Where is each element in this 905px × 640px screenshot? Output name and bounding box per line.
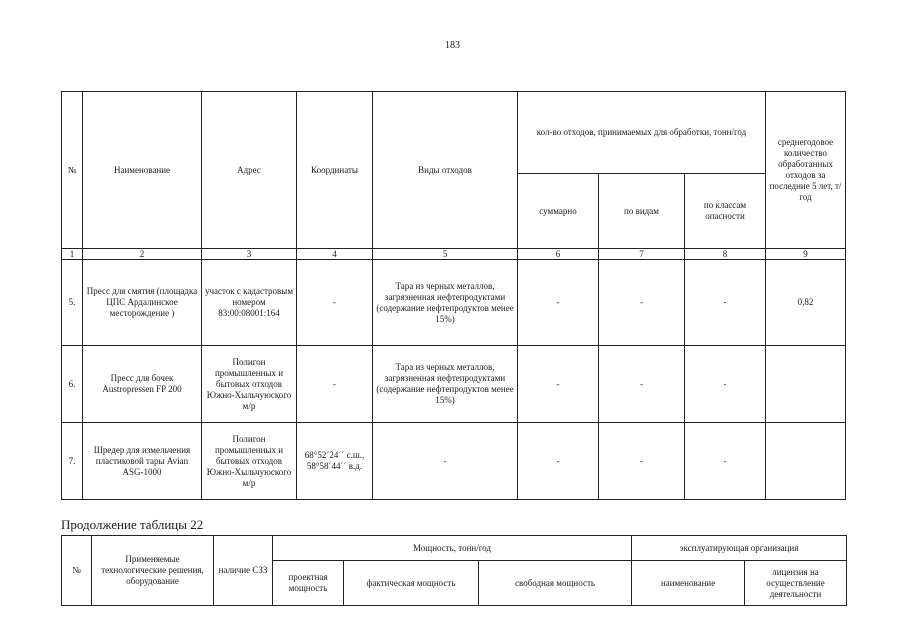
cont-header-technology: Применяемые технологические решения, оборудование — [92, 536, 214, 606]
continuation-table — [61, 535, 847, 606]
column-number: 1 — [62, 249, 83, 260]
facility-waste-types: - — [373, 423, 518, 500]
table-row — [62, 260, 846, 346]
page-number: 183 — [445, 40, 460, 51]
header-by-type: по видам — [599, 174, 685, 249]
facility-coordinates: 68°52´24´´ с.ш., 58°58´44´´ в.д. — [297, 423, 373, 500]
column-number: 4 — [297, 249, 373, 260]
cont-header-num: № — [62, 536, 92, 606]
header-total: суммарно — [518, 174, 599, 249]
cont-header-capacity: Мощность, тонн/год — [273, 536, 632, 561]
header-by-hazard-class: по классам опасности — [685, 174, 766, 249]
facility-by-type: - — [599, 260, 685, 346]
facility-address: Полигон промышленных и бытовых отходов Южно-Хыльчуюского м/р — [202, 423, 297, 500]
cont-header-design-capacity: проектная мощность — [273, 561, 344, 606]
facility-address: участок с кадастровым номером 83:00:08001:164 — [202, 260, 297, 346]
row-number: 5. — [62, 260, 83, 346]
facility-waste-types: Тара из черных металлов, загрязненная нефтепродуктами (содержание нефтепродуктов менее 15%) — [373, 346, 518, 423]
header-name: Наименование — [83, 92, 202, 249]
row-number: 7. — [62, 423, 83, 500]
header-address: Адрес — [202, 92, 297, 249]
column-number: 8 — [685, 249, 766, 260]
facility-total: - — [518, 423, 599, 500]
facility-address: Полигон промышленных и бытовых отходов Южно-Хыльчуюского м/р — [202, 346, 297, 423]
continuation-caption: Продолжение таблицы 22 — [61, 517, 204, 532]
facility-name: Пресс для смятия (площадка ЦПС Ардалинское месторождение ) — [83, 260, 202, 346]
facility-name: Пресс для бочек Austropressen FP 200 — [83, 346, 202, 423]
facility-name: Шредер для измельчения пластиковой тары Avian ASG-1000 — [83, 423, 202, 500]
facility-waste-types: Тара из черных металлов, загрязненная нефтепродуктами (содержание нефтепродуктов менее 15%) — [373, 260, 518, 346]
header-waste-quantity: кол-во отходов, принимаемых для обработки, тонн/год — [518, 92, 766, 174]
facility-total: - — [518, 346, 599, 423]
column-number: 2 — [83, 249, 202, 260]
facility-total: - — [518, 260, 599, 346]
column-number: 5 — [373, 249, 518, 260]
header-waste-types: Виды отходов — [373, 92, 518, 249]
cont-header-actual-capacity: фактическая мощность — [344, 561, 479, 606]
column-number: 6 — [518, 249, 599, 260]
cont-header-operator-name: наименование — [632, 561, 745, 606]
header-num: № — [62, 92, 83, 249]
column-number: 3 — [202, 249, 297, 260]
column-number: 7 — [599, 249, 685, 260]
facility-average — [766, 423, 846, 500]
cont-header-license: лицензия на осуществление деятельности — [745, 561, 847, 606]
waste-facilities-table — [61, 91, 846, 500]
cont-header-operator: эксплуатирующая организация — [632, 536, 847, 561]
facility-coordinates: - — [297, 260, 373, 346]
header-average-processed: среднегодовое количество обработанных отходов за последние 5 лет, т/год — [766, 92, 846, 249]
column-numbers-row — [62, 249, 846, 260]
facility-by-class: - — [685, 346, 766, 423]
cont-header-szz: наличие СЗЗ — [214, 536, 273, 606]
facility-by-class: - — [685, 423, 766, 500]
facility-by-type: - — [599, 423, 685, 500]
facility-average: 0,82 — [766, 260, 846, 346]
header-coordinates: Координаты — [297, 92, 373, 249]
column-number: 9 — [766, 249, 846, 260]
table-row — [62, 346, 846, 423]
facility-by-type: - — [599, 346, 685, 423]
table-row — [62, 423, 846, 500]
facility-coordinates: - — [297, 346, 373, 423]
row-number: 6. — [62, 346, 83, 423]
cont-header-free-capacity: свободная мощность — [479, 561, 632, 606]
facility-by-class: - — [685, 260, 766, 346]
facility-average — [766, 346, 846, 423]
